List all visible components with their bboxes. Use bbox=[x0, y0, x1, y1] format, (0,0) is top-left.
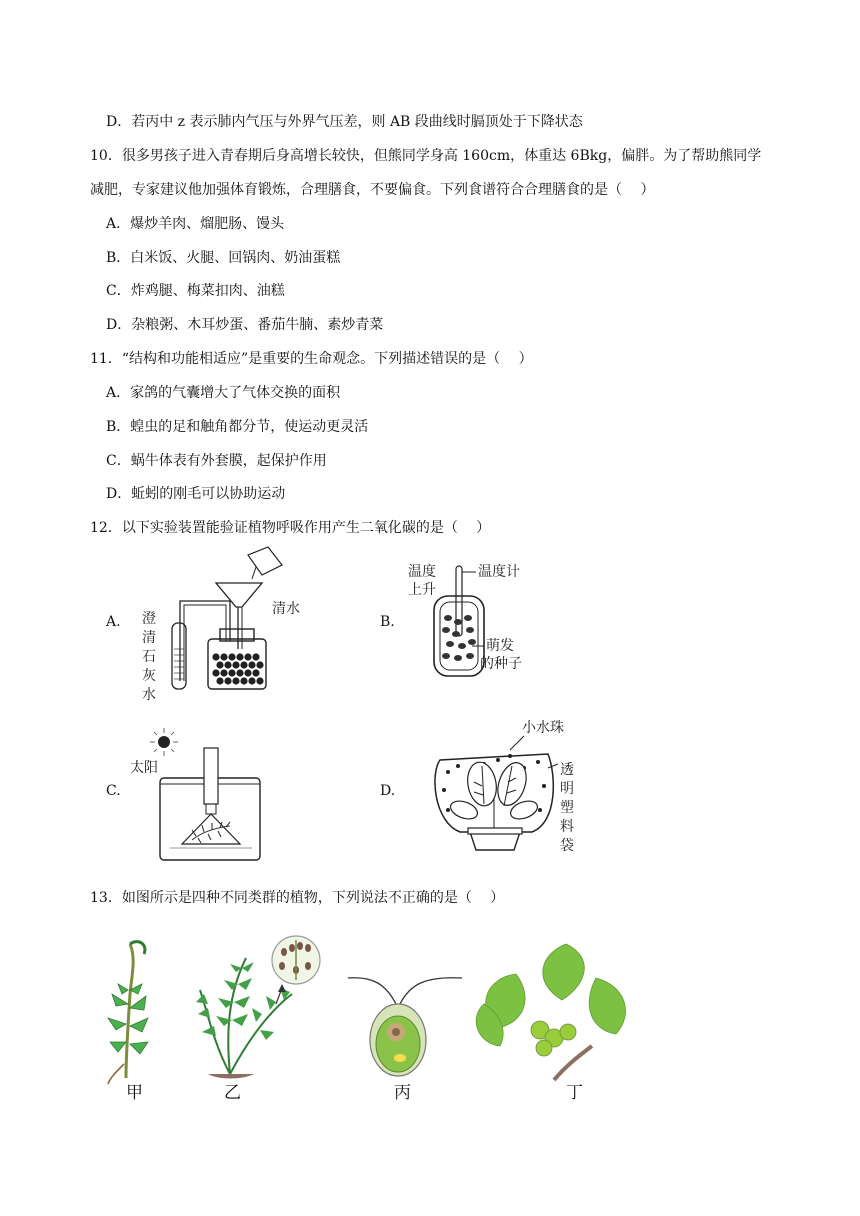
plastic-bag-label bbox=[560, 762, 574, 854]
temperature-rise-label-1: 温度 bbox=[408, 564, 436, 580]
limewater-label bbox=[142, 611, 156, 703]
q12-option-c-label: C. bbox=[106, 783, 121, 799]
svg-text:澄: 澄 bbox=[142, 611, 156, 627]
q11-option-d: D．蚯蚓的刚毛可以协助运动 bbox=[106, 486, 286, 502]
svg-text:灰: 灰 bbox=[142, 668, 156, 684]
thermometer-icon bbox=[456, 566, 462, 636]
svg-text:塑: 塑 bbox=[560, 800, 574, 816]
q10-option-c: C．炸鸡腿、梅菜扣肉、油糕 bbox=[106, 283, 285, 299]
svg-text:水: 水 bbox=[142, 687, 156, 703]
q12-stem: 12．以下实验装置能验证植物呼吸作用产生二氧化碳的是（ ） bbox=[90, 520, 491, 536]
label-yi: 乙 bbox=[224, 1083, 241, 1103]
q11-stem: 11．“结构和功能相适应”是重要的生命观念。下列描述错误的是（ ） bbox=[90, 351, 533, 367]
svg-text:明: 明 bbox=[560, 781, 574, 797]
beaker-icon bbox=[248, 547, 282, 575]
thermometer-label: 温度计 bbox=[478, 564, 520, 580]
aquatic-plant-icon bbox=[192, 822, 230, 843]
q12-option-a-label: A. bbox=[106, 614, 121, 630]
q9-option-d: D．若丙中 z 表示肺内气压与外界气压差，则 AB 段曲线时膈顶处于下降状态 bbox=[106, 114, 583, 130]
fern-plant-icon bbox=[196, 936, 320, 1079]
figure-b-germinating-seeds bbox=[400, 560, 530, 680]
q10-option-a: A．爆炒羊肉、熘肥肠、馒头 bbox=[106, 216, 285, 232]
q11-option-a: A．家鸽的气囊增大了气体交换的面积 bbox=[106, 385, 341, 401]
q12-option-b-label: B. bbox=[380, 614, 395, 630]
svg-text:透: 透 bbox=[560, 762, 574, 778]
figure-a-limewater-apparatus bbox=[138, 553, 318, 703]
q11-option-c: C．蜗牛体表有外套膜，起保护作用 bbox=[106, 453, 327, 469]
chlamydomonas-icon bbox=[348, 978, 462, 1076]
temperature-rise-label-2: 上升 bbox=[408, 582, 436, 598]
ginkgo-plant-icon bbox=[476, 944, 625, 1080]
q11-option-b: B．蝗虫的足和触角都分节，使运动更灵活 bbox=[106, 419, 369, 435]
sun-icon bbox=[150, 728, 178, 756]
label-bing: 丙 bbox=[394, 1083, 411, 1103]
q10-stem-line2: 减肥，专家建议他加强体育锻炼，合理膳食，不要偏食。下列食谱符合合理膳食的是（ ） bbox=[90, 182, 655, 198]
germinating-seeds-icon bbox=[442, 615, 476, 661]
q10-stem-line1: 10．很多男孩子进入青春期后身高增长较快，但熊同学身高 160cm，体重达 6Bkg，偏胖。为了帮助熊同学 bbox=[90, 148, 762, 164]
figure-q13-plant-groups bbox=[96, 934, 636, 1106]
svg-text:料: 料 bbox=[560, 819, 574, 835]
moss-plant-icon bbox=[108, 942, 148, 1084]
q10-option-b: B．白米饭、火腿、回锅肉、奶油蛋糕 bbox=[106, 250, 341, 266]
q12-option-d-label: D. bbox=[380, 783, 396, 799]
seeds-icon bbox=[212, 653, 263, 684]
label-jia: 甲 bbox=[126, 1083, 143, 1103]
figure-c-bell-jar-sunlight bbox=[130, 728, 270, 868]
q13-stem: 13．如图所示是四种不同类群的植物，下列说法不正确的是（ ） bbox=[90, 890, 505, 906]
limewater-fill-icon bbox=[174, 649, 184, 679]
svg-text:袋: 袋 bbox=[560, 838, 574, 854]
sun-label: 太阳 bbox=[130, 760, 158, 776]
svg-text:清: 清 bbox=[142, 630, 156, 646]
water-label: 清水 bbox=[272, 601, 300, 617]
figure-d-plastic-bag-plant bbox=[420, 714, 590, 864]
label-ding: 丁 bbox=[566, 1083, 583, 1103]
seeds-label-2: 的种子 bbox=[480, 656, 522, 672]
droplet-label: 小水珠 bbox=[522, 720, 564, 736]
q10-option-d: D．杂粮粥、木耳炒蛋、番茄牛腩、素炒青菜 bbox=[106, 317, 384, 333]
seeds-label-1: 萌发 bbox=[486, 638, 514, 654]
svg-text:石: 石 bbox=[142, 649, 156, 665]
